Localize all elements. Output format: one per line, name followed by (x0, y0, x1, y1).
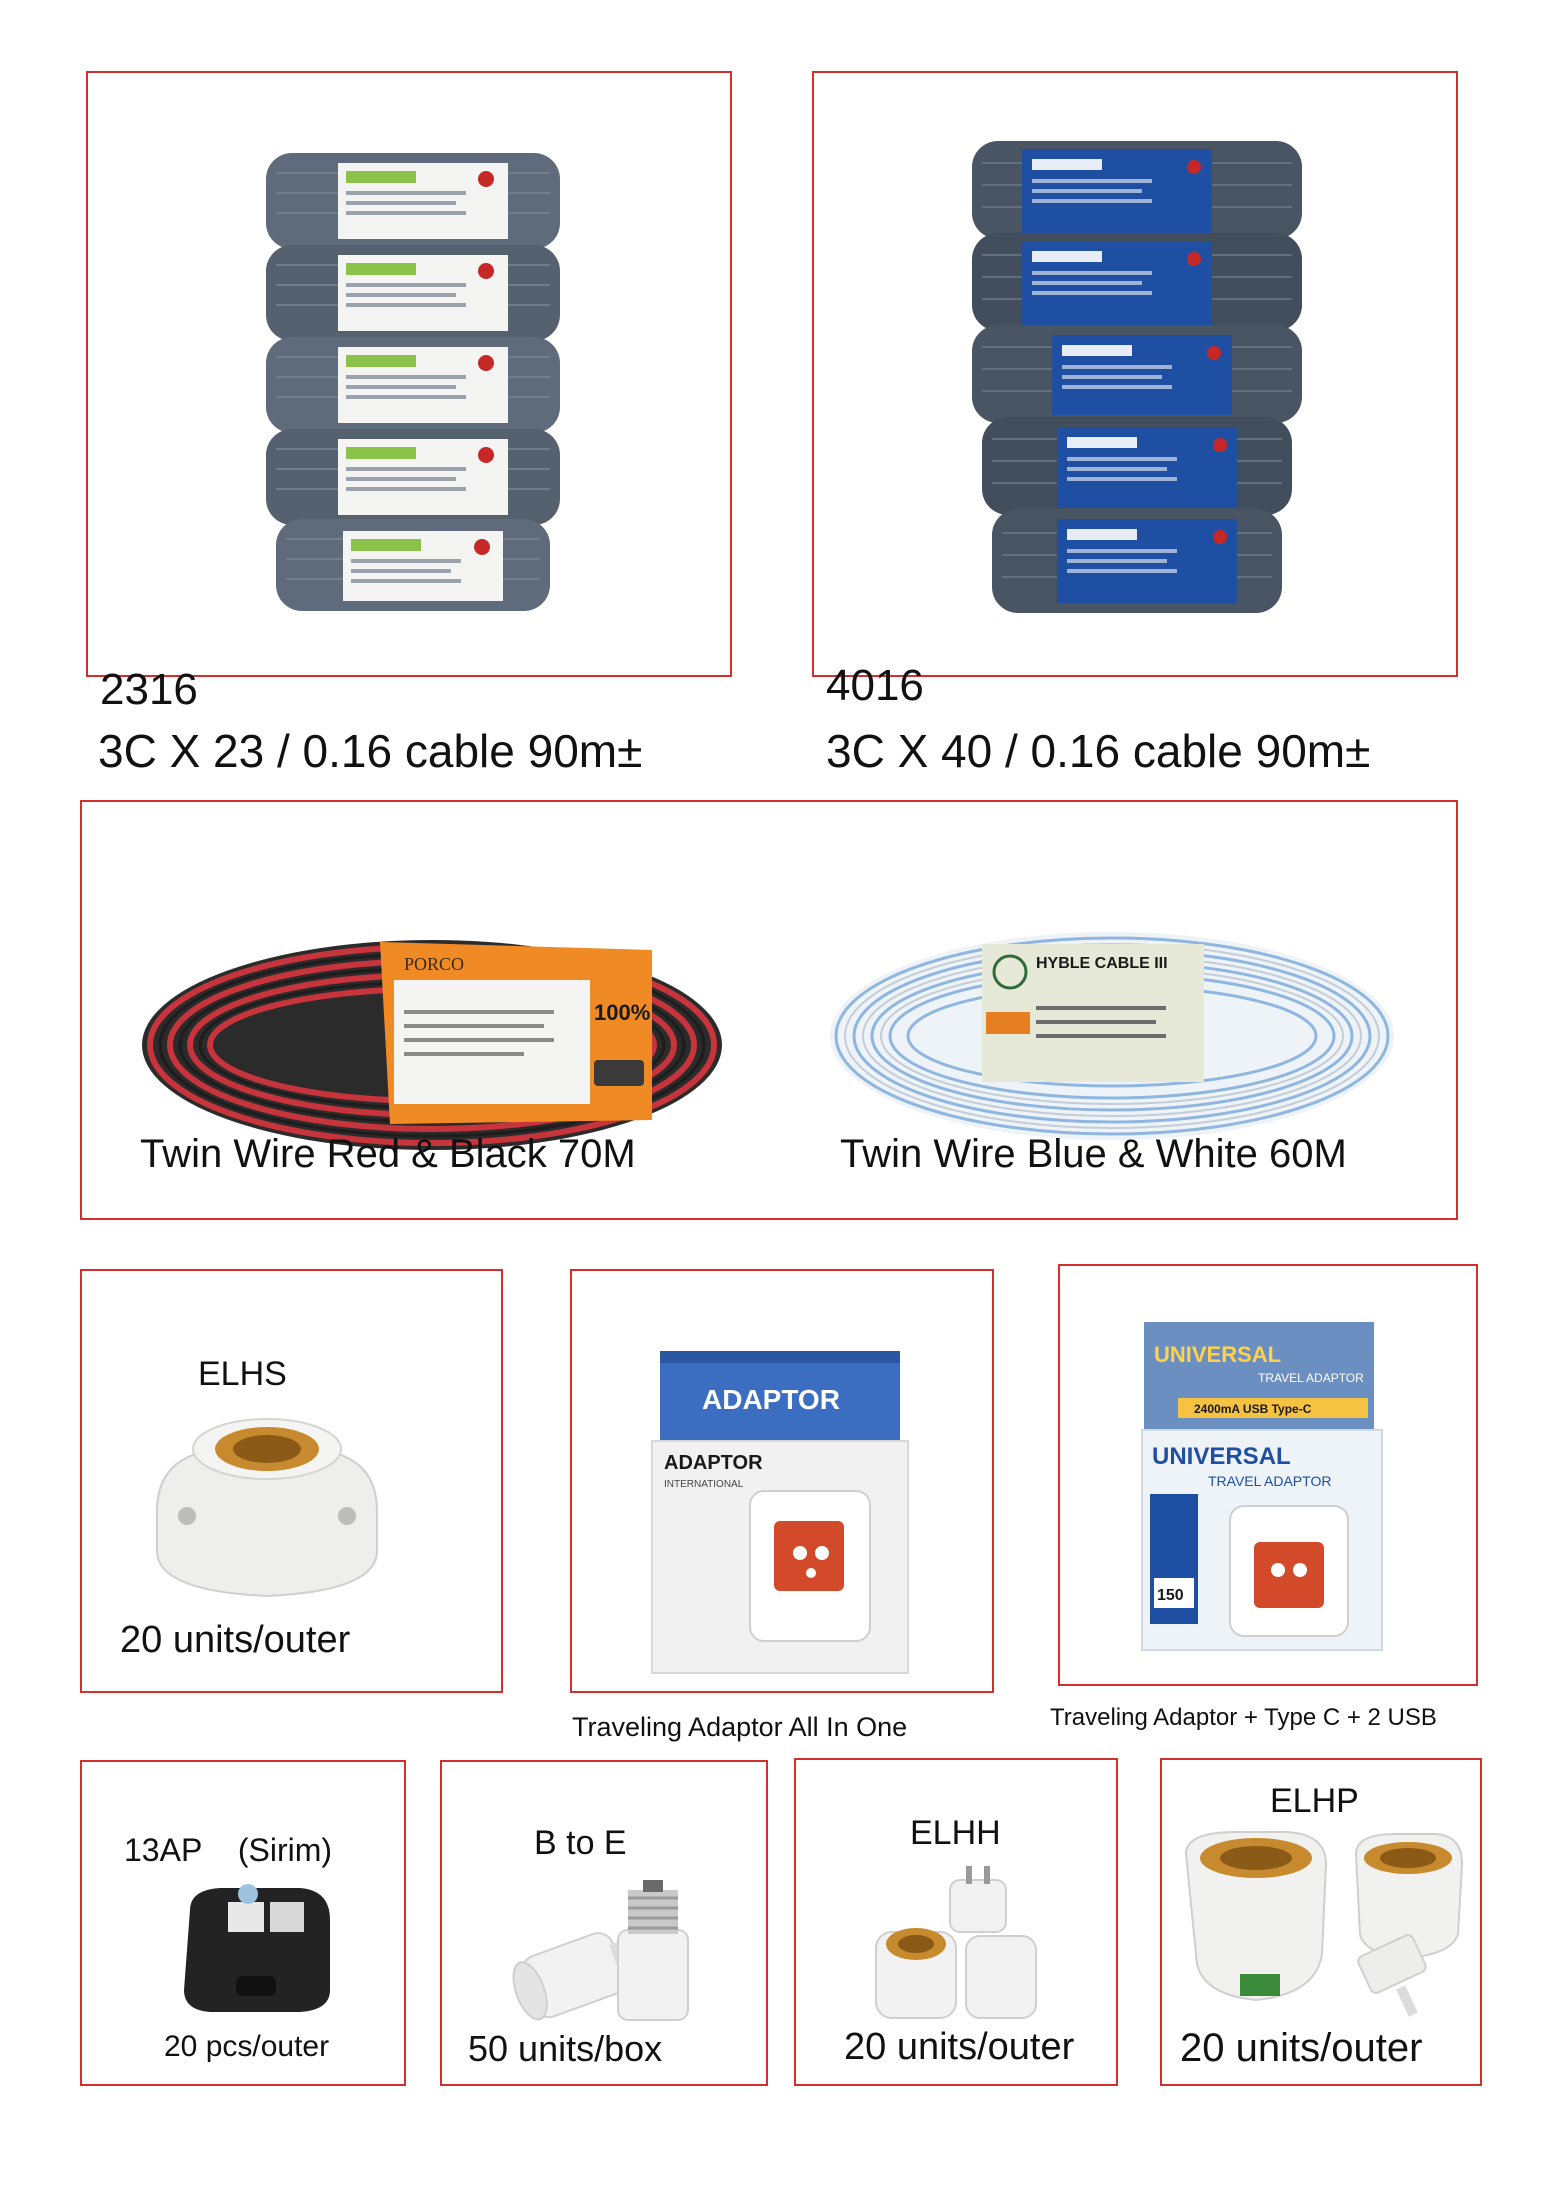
cable-2316-image (248, 133, 578, 653)
adaptor-all-in-one-image (650, 1341, 910, 1681)
twin-wire-red-black-label: Twin Wire Red & Black 70M (140, 1132, 636, 1176)
svg-text:150: 150 (1157, 1587, 1184, 1604)
universal-adaptor-frame (1058, 1264, 1478, 1686)
b-to-e-frame (440, 1760, 768, 2086)
b-to-e-adaptor-image (498, 1872, 708, 2042)
13ap-qty: 20 pcs/outer (164, 2030, 330, 2063)
elhh-lampholder-image (866, 1860, 1056, 2030)
cable-2316-code: 2316 (100, 665, 198, 714)
twin-wire-frame (80, 800, 1458, 1220)
universal-adaptor-caption: Traveling Adaptor + Type C + 2 USB (1050, 1704, 1437, 1731)
svg-text:INTERNATIONAL: INTERNATIONAL (664, 1479, 744, 1490)
adaptor-all-in-one-frame (570, 1269, 994, 1693)
svg-text:100%: 100% (594, 1000, 651, 1025)
13ap-plug-image (170, 1880, 340, 2020)
svg-text:2400mA USB Type-C: 2400mA USB Type-C (1194, 1402, 1312, 1416)
svg-text:HYBLE CABLE III: HYBLE CABLE III (1036, 955, 1168, 972)
b-to-e-qty: 50 units/box (468, 2028, 663, 2069)
twin-wire-blue-white-label: Twin Wire Blue & White 60M (840, 1132, 1347, 1176)
cable-4016-image (962, 123, 1312, 663)
svg-text:UNIVERSAL: UNIVERSAL (1152, 1443, 1291, 1470)
cable-4016-frame (812, 71, 1458, 710)
elhs-lampholder-image (147, 1401, 387, 1601)
13ap-frame (80, 1760, 406, 2086)
elhp-frame (1160, 1758, 1482, 2086)
twin-wire-blue-white-image (822, 914, 1402, 1154)
elhp-qty: 20 units/outer (1180, 2026, 1423, 2070)
elhs-qty: 20 units/outer (120, 1619, 351, 1661)
universal-adaptor-image (1138, 1316, 1408, 1656)
cable-4016-code: 4016 (826, 661, 924, 710)
b-to-e-title: B to E (534, 1824, 627, 1862)
elhh-title: ELHH (910, 1814, 1001, 1852)
svg-text:ADAPTOR: ADAPTOR (702, 1384, 840, 1415)
cable-2316-frame (86, 71, 732, 714)
adaptor-all-in-one-caption: Traveling Adaptor All In One (572, 1712, 908, 1742)
svg-text:ADAPTOR: ADAPTOR (664, 1452, 763, 1474)
elhs-frame (80, 1269, 503, 1693)
13ap-title (124, 1832, 332, 1869)
elhs-title: ELHS (198, 1355, 287, 1393)
twin-wire-red-black-image (132, 920, 732, 1160)
elhp-title: ELHP (1270, 1782, 1359, 1820)
13ap-title-code: 13AP (124, 1832, 203, 1868)
cable-2316-desc: 3C X 23 / 0.16 cable 90m± (98, 725, 643, 777)
elhp-lampholder-image (1176, 1824, 1472, 2024)
svg-text:TRAVEL ADAPTOR: TRAVEL ADAPTOR (1208, 1473, 1332, 1489)
svg-text:TRAVEL ADAPTOR: TRAVEL ADAPTOR (1258, 1371, 1364, 1385)
svg-text:PORCO: PORCO (404, 954, 465, 974)
elhh-frame (794, 1758, 1118, 2086)
svg-text:UNIVERSAL: UNIVERSAL (1154, 1342, 1282, 1367)
13ap-title-sirim: (Sirim) (237, 1832, 333, 1868)
elhh-qty: 20 units/outer (844, 2026, 1075, 2068)
cable-4016-desc: 3C X 40 / 0.16 cable 90m± (826, 725, 1371, 777)
